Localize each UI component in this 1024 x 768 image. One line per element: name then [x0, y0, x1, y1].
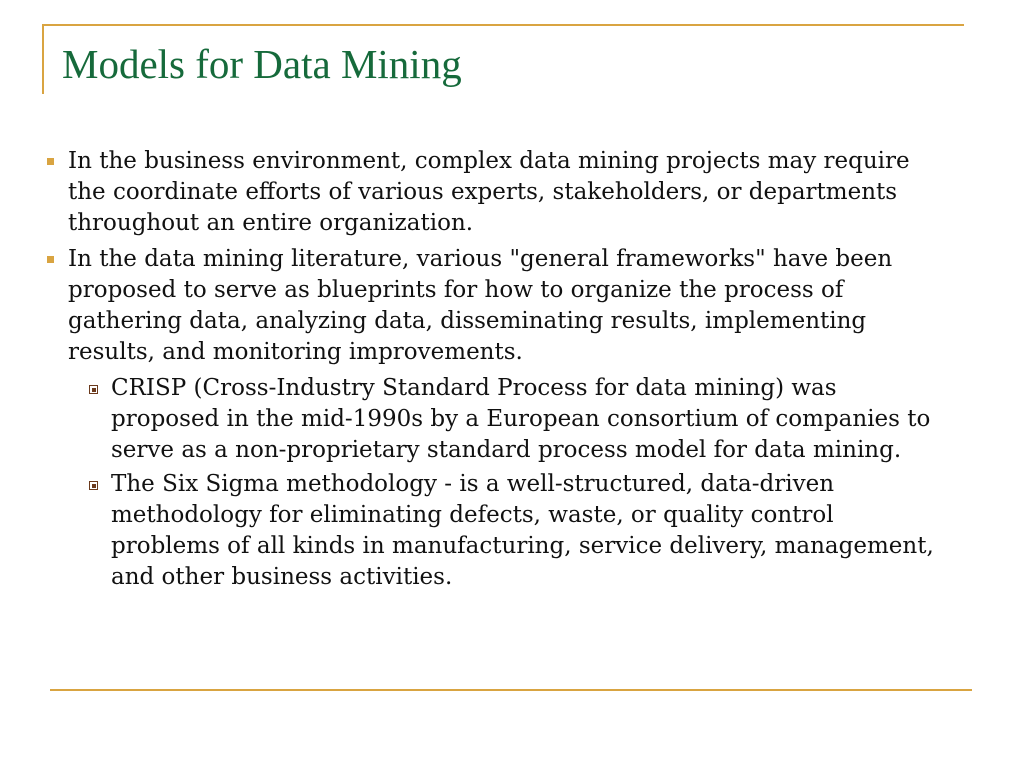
sub-bullet-item-crisp [89, 373, 944, 466]
sub-bullet-text-crisp: CRISP (Cross-Industry Standard Process for data mining) was proposed in the mid-1990s by a European consortium of companies to serve as a non-proprietary standard process model for data mining. [111, 375, 931, 463]
bullet-item-1 [44, 146, 944, 239]
sub-bullet-list [89, 373, 944, 593]
sub-bullet-text-six-sigma: The Six Sigma methodology - is a well-structured, data-driven methodology for eliminating defects, waste, or quality control problems of all kinds in manufacturing, service delivery, management, and other business activities. [111, 471, 934, 590]
title-top-rule [42, 24, 964, 26]
sub-bullet-item-six-sigma [89, 469, 944, 593]
square-bullet-icon [47, 256, 54, 263]
hollow-square-bullet-icon [89, 385, 98, 394]
bullet-text-1: In the business environment, complex data mining projects may require the coordinate efforts of various experts, stakeholders, or departments throughout an entire organization. [68, 148, 910, 236]
hollow-square-bullet-icon [89, 481, 98, 490]
square-bullet-icon [47, 158, 54, 165]
title-left-rule [42, 24, 44, 94]
slide-title: Models for Data Mining [62, 41, 462, 87]
slide-content [44, 146, 944, 598]
bullet-item-2 [44, 244, 944, 593]
bottom-rule [50, 689, 972, 691]
bullet-text-2: In the data mining literature, various "general frameworks" have been proposed to serve as blueprints for how to organize the process of gathering data, analyzing data, disseminating results, implementing results, and monitoring improvements. [68, 246, 893, 365]
